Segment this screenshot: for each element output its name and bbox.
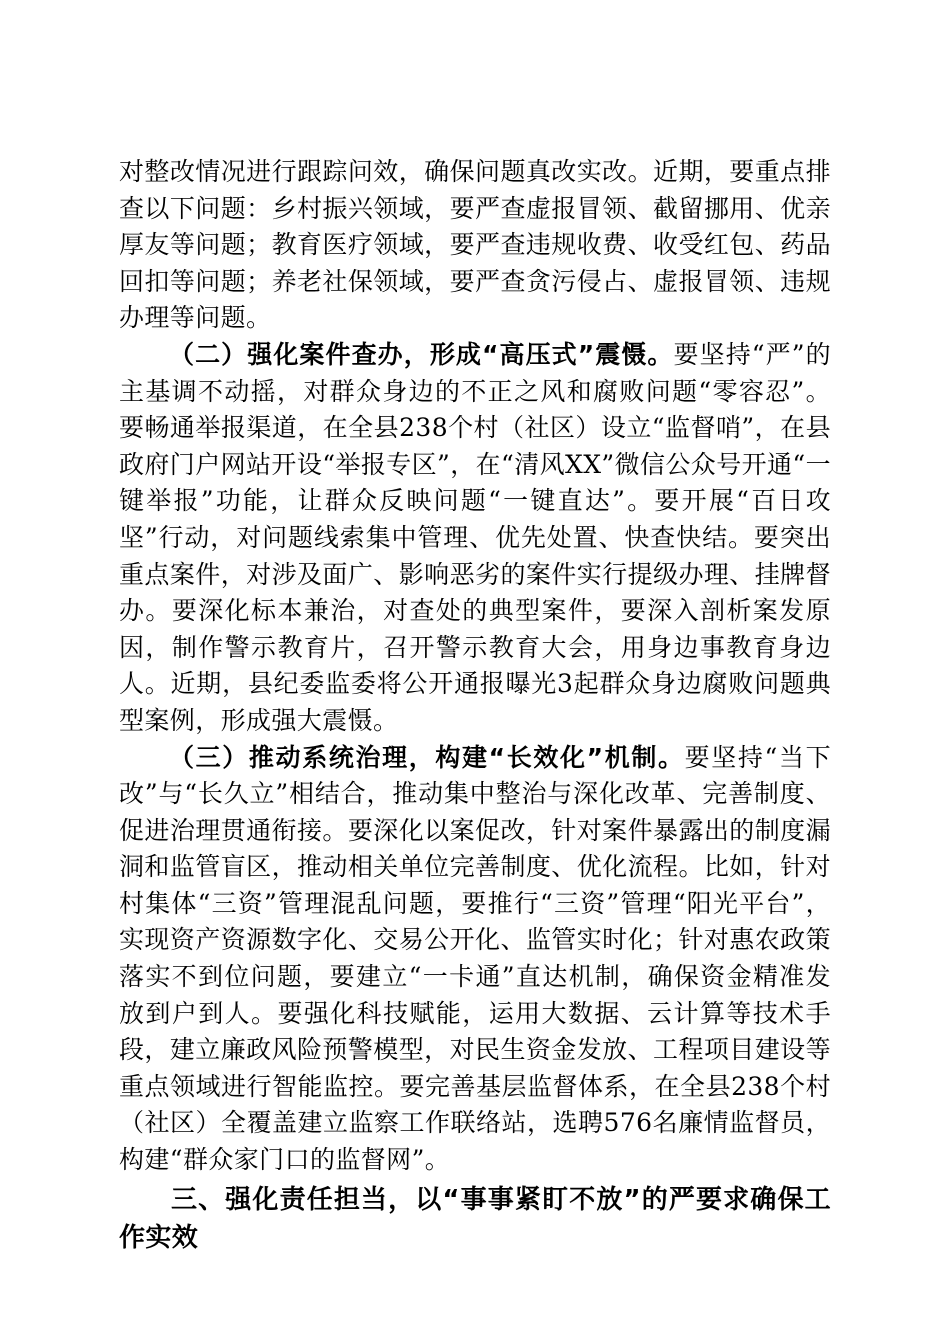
paragraph-case-handling (119, 337, 831, 740)
document-body (119, 154, 831, 1257)
paragraph-case-handling-body: 要坚持“严”的主基调不动摇，对群众身边的不正之风和腐败问题“零容忍”。要畅通举报渠道，在全县238个村（社区）设立“监督哨”，在县政府门户网站开设“举报专区”，在“清风XX”微信公众号开通“一键举报”功能，让群众反映问题“一键直达”。要开展“百日攻坚”行动，对问题线索集中管理、优先处置、快查快结。要突出重点案件，对涉及面广、影响恶劣的案件实行提级办理、挂牌督办。要深化标本兼治，对查处的典型案件，要深入剖析案发原因，制作警示教育片，召开警示教育大会，用身边事教育身边人。近期，县纪委监委将公开通报曝光3起群众身边腐败问题典型案例，形成强大震慑。 (119, 339, 831, 735)
paragraph-system-governance-body: 要坚持“当下改”与“长久立”相结合，推动集中整治与深化改革、完善制度、促进治理贯通衔接。要深化以案促改，针对案件暴露出的制度漏洞和监管盲区，推动相关单位完善制度、优化流程。比如，针对村集体“三资”管理混乱问题，要推行“三资”管理“阳光平台”，实现资产资源数字化、交易公开化、监管实时化；针对惠农政策落实不到位问题，要建立“一卡通”直达机制，确保资金精准发放到户到人。要强化科技赋能，运用大数据、云计算等技术手段，建立廉政风险预警模型，对民生资金发放、工程项目建设等重点领域进行智能监控。要完善基层监督体系，在全县238个村（社区）全覆盖建立监察工作联络站，选聘576名廉情监督员，构建“群众家门口的监督网”。 (119, 742, 831, 1175)
subheading-system-governance: （三）推动系统治理，构建“长效化”机制。 (169, 742, 685, 772)
section-heading-three: 三、强化责任担当，以“事事紧盯不放”的严要求确保工作实效 (119, 1184, 831, 1253)
subheading-case-handling: （二）强化案件查办，形成“高压式”震慑。 (169, 339, 674, 369)
paragraph-system-governance (119, 740, 831, 1179)
paragraph-continuation: 对整改情况进行跟踪问效，确保问题真改实改。近期，要重点排查以下问题：乡村振兴领域，要严查虚报冒领、截留挪用、优亲厚友等问题；教育医疗领域，要严查违规收费、收受红包、药品回扣等问题；养老社保领域，要严查贪污侵占、虚报冒领、违规办理等问题。 (119, 157, 831, 333)
